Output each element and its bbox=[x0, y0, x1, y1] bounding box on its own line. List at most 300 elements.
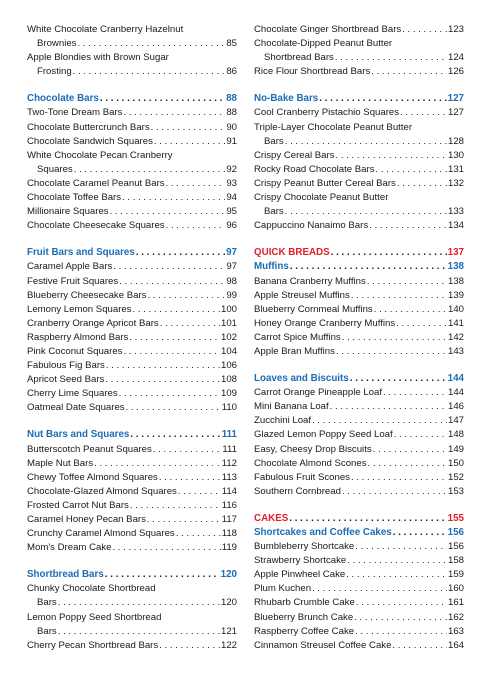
toc-entry-title: Chocolate-Glazed Almond Squares bbox=[27, 485, 177, 497]
toc-entry-line bbox=[254, 275, 464, 289]
toc-entry-title: Apple Pinwheel Cake bbox=[254, 569, 346, 581]
toc-entry-title: Honey Orange Cranberry Muffins bbox=[254, 317, 396, 329]
toc-entry-title: Chocolate-Dipped Peanut Butter bbox=[254, 38, 393, 50]
dot-leader bbox=[285, 205, 447, 219]
toc-entry-page: 150 bbox=[447, 457, 464, 469]
toc-entry-page: 133 bbox=[447, 206, 464, 218]
section-heading bbox=[254, 526, 464, 540]
toc-entry-line bbox=[27, 177, 237, 191]
toc-entry-line bbox=[27, 527, 237, 541]
dot-leader bbox=[159, 639, 220, 653]
toc-entry-title: Apple Bran Muffins bbox=[254, 345, 335, 357]
toc-entry-title: Carrot Orange Pineapple Loaf bbox=[254, 387, 382, 399]
toc-entry-title: Raspberry Coffee Cake bbox=[254, 625, 355, 637]
toc-entry-title: Cappuccino Nanaimo Bars bbox=[254, 220, 369, 232]
toc-entry-line bbox=[27, 373, 237, 387]
dot-leader bbox=[355, 540, 447, 554]
dot-leader bbox=[77, 37, 225, 51]
toc-entry-page: 101 bbox=[220, 317, 237, 329]
toc-entry-page: 158 bbox=[447, 555, 464, 567]
toc-right-column bbox=[254, 23, 464, 653]
toc-entry-line bbox=[254, 471, 464, 485]
toc-entry-page: 132 bbox=[447, 177, 464, 189]
toc-entry-title: Easy, Cheesy Drop Biscuits bbox=[254, 443, 372, 455]
section-heading-title: No-Bake Bars bbox=[254, 93, 319, 105]
toc-entry-title: Crispy Cereal Bars bbox=[254, 149, 335, 161]
toc-entry-title: Carrot Spice Muffins bbox=[254, 331, 341, 343]
toc-entry-title: Blueberry Cheesecake Bars bbox=[27, 289, 147, 301]
toc-entry-page: 148 bbox=[447, 429, 464, 441]
toc-entry-page: 134 bbox=[447, 220, 464, 232]
dot-leader bbox=[367, 275, 447, 289]
toc-entry-title: Rocky Road Chocolate Bars bbox=[254, 163, 375, 175]
toc-entry-line bbox=[27, 401, 237, 415]
toc-entry-title: Blueberry Cornmeal Muffins bbox=[254, 303, 373, 315]
dot-leader bbox=[166, 219, 226, 233]
dot-leader bbox=[396, 317, 447, 331]
dot-leader bbox=[342, 331, 447, 345]
toc-entry-line bbox=[27, 331, 237, 345]
toc-entry-page: 122 bbox=[220, 639, 237, 651]
dot-leader bbox=[153, 443, 222, 457]
toc-entry-page: 159 bbox=[447, 569, 464, 581]
toc-entry-title: White Chocolate Pecan Cranberry bbox=[27, 149, 173, 161]
toc-entry-page: 161 bbox=[447, 597, 464, 609]
toc-entry-line bbox=[254, 485, 464, 499]
dot-leader bbox=[350, 372, 447, 386]
toc-entry-page: 147 bbox=[447, 415, 464, 427]
toc-entry-line bbox=[254, 540, 464, 554]
toc-entry-page: 138 bbox=[447, 275, 464, 287]
toc-entry-title: Cherry Pecan Shortbread Bars bbox=[27, 639, 159, 651]
dot-leader bbox=[400, 106, 447, 120]
toc-entry-line bbox=[27, 317, 237, 331]
dot-leader bbox=[123, 106, 225, 120]
toc-entry-line bbox=[27, 219, 237, 233]
toc-entry-title: Chocolate Buttercrunch Bars bbox=[27, 121, 150, 133]
dot-leader bbox=[151, 121, 226, 135]
dot-leader bbox=[106, 359, 220, 373]
dot-leader bbox=[331, 246, 447, 260]
section-heading-page: 127 bbox=[447, 93, 464, 105]
section-heading bbox=[254, 92, 464, 106]
toc-entry-title: Rice Flour Shortbread Bars bbox=[254, 66, 371, 78]
toc-entry-line bbox=[254, 37, 464, 51]
toc-entry-line bbox=[27, 345, 237, 359]
section-heading bbox=[27, 92, 237, 106]
toc-entry-title: Triple-Layer Chocolate Peanut Butter bbox=[254, 121, 413, 133]
toc-entry-page: 104 bbox=[220, 345, 237, 357]
toc-entry-line bbox=[254, 582, 464, 596]
toc-entry-line bbox=[27, 275, 237, 289]
toc-entry-page: 121 bbox=[220, 625, 237, 637]
toc-entry-line bbox=[27, 359, 237, 373]
toc-entry-line bbox=[27, 443, 237, 457]
toc-entry-line bbox=[27, 205, 237, 219]
toc-entry-title: Apple Blondies with Brown Sugar bbox=[27, 52, 169, 64]
toc-entry-title: Maple Nut Bars bbox=[27, 457, 94, 469]
toc-entry-title: Frosting bbox=[37, 66, 72, 78]
dot-leader bbox=[130, 499, 221, 513]
toc-entry-title: Bars bbox=[37, 625, 57, 637]
toc-entry-line bbox=[27, 51, 237, 65]
toc-entry-line bbox=[27, 499, 237, 513]
toc-entry-page: 114 bbox=[221, 485, 237, 497]
toc-entry-line bbox=[27, 541, 237, 555]
toc-entry-title: Chocolate Cheesecake Squares bbox=[27, 220, 165, 232]
toc-entry-page: 95 bbox=[226, 206, 237, 218]
toc-entry-title: Bars bbox=[37, 597, 57, 609]
toc-entry-line bbox=[254, 625, 464, 639]
toc-entry-line bbox=[254, 205, 464, 219]
dot-leader bbox=[312, 414, 447, 428]
toc-entry-line bbox=[27, 289, 237, 303]
dot-leader bbox=[130, 428, 220, 442]
dot-leader bbox=[285, 135, 447, 149]
toc-entry-title: Chocolate Caramel Peanut Bars bbox=[27, 177, 165, 189]
toc-entry-title: Blueberry Brunch Cake bbox=[254, 611, 354, 623]
dot-leader bbox=[58, 625, 220, 639]
toc-entry-line bbox=[254, 106, 464, 120]
toc-entry-title: Raspberry Almond Bars bbox=[27, 331, 129, 343]
dot-leader bbox=[136, 246, 225, 260]
toc-entry-page: 131 bbox=[447, 163, 464, 175]
toc-entry-line bbox=[254, 177, 464, 191]
toc-entry-title: Southern Cornbread bbox=[254, 485, 341, 497]
dot-leader bbox=[355, 625, 447, 639]
toc-entry-line bbox=[254, 611, 464, 625]
toc-entry-page: 123 bbox=[447, 24, 464, 35]
toc-entry-line bbox=[27, 625, 237, 639]
toc-entry-page: 85 bbox=[226, 38, 237, 50]
toc-entry-page: 117 bbox=[221, 514, 237, 525]
section-heading-title: Shortbread Bars bbox=[27, 569, 104, 581]
toc-entry-title: Chocolate Sandwich Squares bbox=[27, 135, 153, 147]
dot-leader bbox=[376, 163, 447, 177]
toc-entry-page: 162 bbox=[447, 611, 464, 623]
toc-entry-line bbox=[27, 37, 237, 51]
dot-leader bbox=[105, 373, 220, 387]
toc-entry-title: White Chocolate Cranberry Hazelnut bbox=[27, 24, 184, 35]
toc-entry-line bbox=[254, 568, 464, 582]
dot-leader bbox=[374, 303, 447, 317]
toc-entry-title: Lemon Poppy Seed Shortbread bbox=[27, 611, 162, 623]
toc-entry-page: 160 bbox=[447, 583, 464, 595]
toc-entry-page: 126 bbox=[447, 66, 464, 78]
dot-leader bbox=[393, 526, 447, 540]
dot-leader bbox=[369, 219, 447, 233]
toc-entry-title: Bars bbox=[264, 135, 284, 147]
toc-entry-title: Millionaire Squares bbox=[27, 206, 109, 218]
toc-entry-page: 94 bbox=[226, 192, 237, 204]
dot-leader bbox=[119, 275, 225, 289]
toc-entry-page: 128 bbox=[447, 135, 464, 147]
toc-entry-page: 127 bbox=[447, 107, 464, 119]
section-heading-page: 111 bbox=[221, 429, 237, 441]
toc-entry-line bbox=[27, 582, 237, 596]
toc-entry-page: 152 bbox=[447, 471, 464, 483]
toc-entry-line bbox=[254, 135, 464, 149]
toc-entry-line bbox=[27, 149, 237, 163]
toc-entry-page: 156 bbox=[447, 541, 464, 553]
dot-leader bbox=[126, 401, 221, 415]
toc-entry-page: 93 bbox=[226, 177, 237, 189]
toc-entry-page: 99 bbox=[226, 289, 237, 301]
dot-leader bbox=[351, 471, 447, 485]
section-heading-title: Shortcakes and Coffee Cakes bbox=[254, 527, 392, 538]
toc-entry-line bbox=[254, 554, 464, 568]
section-heading-page: 97 bbox=[226, 247, 237, 259]
dot-leader bbox=[330, 400, 447, 414]
toc-entry-page: 113 bbox=[221, 471, 237, 483]
dot-leader bbox=[373, 443, 447, 457]
toc-entry-title: Crispy Chocolate Peanut Butter bbox=[254, 192, 389, 204]
toc-entry-title: Zucchini Loaf bbox=[254, 415, 312, 427]
toc-entry-title: Plum Kuchen bbox=[254, 583, 312, 595]
toc-entry-title: Fabulous Fig Bars bbox=[27, 360, 105, 372]
dot-leader bbox=[129, 331, 220, 345]
section-heading-title: Chocolate Bars bbox=[27, 93, 99, 105]
toc-entry-line bbox=[254, 443, 464, 457]
dot-leader bbox=[371, 65, 447, 79]
toc-entry-line bbox=[254, 163, 464, 177]
toc-entry-page: 146 bbox=[447, 401, 464, 413]
toc-entry-title: Crunchy Caramel Almond Squares bbox=[27, 528, 175, 540]
toc-entry-line bbox=[254, 331, 464, 345]
toc-entry-title: Mom's Dream Cake bbox=[27, 542, 112, 554]
dot-leader bbox=[160, 317, 220, 331]
toc-entry-page: 164 bbox=[447, 639, 464, 651]
dot-leader bbox=[100, 92, 225, 106]
dot-leader bbox=[394, 428, 447, 442]
section-heading bbox=[27, 428, 237, 442]
toc-entry-line bbox=[27, 471, 237, 485]
toc-entry-line bbox=[254, 65, 464, 79]
toc-entry-title: Strawberry Shortcake bbox=[254, 555, 347, 567]
toc-entry-page: 109 bbox=[220, 388, 237, 400]
dot-leader bbox=[383, 386, 447, 400]
toc-entry-title: Rhubarb Crumble Cake bbox=[254, 597, 355, 609]
toc-entry-line bbox=[27, 65, 237, 79]
toc-entry-page: 108 bbox=[220, 374, 237, 386]
section-heading-page: 138 bbox=[447, 261, 464, 273]
toc-entry-page: 144 bbox=[447, 387, 464, 399]
dot-leader bbox=[336, 149, 447, 163]
dot-leader bbox=[354, 611, 447, 625]
dot-leader bbox=[112, 541, 220, 555]
toc-entry-line bbox=[27, 135, 237, 149]
section-heading bbox=[254, 260, 464, 274]
dot-leader bbox=[159, 471, 221, 485]
toc-entry-title: Two-Tone Dream Bars bbox=[27, 107, 123, 119]
toc-entry-line bbox=[254, 596, 464, 610]
toc-entry-line bbox=[27, 639, 237, 653]
toc-entry-page: 110 bbox=[221, 402, 237, 414]
dot-leader bbox=[392, 639, 447, 653]
toc-entry-title: Lemony Lemon Squares bbox=[27, 303, 132, 315]
section-heading-page: 144 bbox=[447, 373, 464, 385]
dot-leader bbox=[74, 163, 226, 177]
toc-entry-title: Cranberry Orange Apricot Bars bbox=[27, 317, 159, 329]
toc-entry-page: 102 bbox=[220, 331, 237, 343]
chapter-heading-page: 155 bbox=[447, 512, 464, 524]
toc-entry-line bbox=[27, 513, 237, 527]
toc-entry-page: 96 bbox=[226, 220, 237, 232]
toc-entry-page: 86 bbox=[226, 66, 237, 78]
chapter-heading-page: 137 bbox=[447, 247, 464, 259]
section-heading-title: Loaves and Biscuits bbox=[254, 373, 349, 385]
dot-leader bbox=[166, 177, 226, 191]
dot-leader bbox=[347, 554, 447, 568]
toc-entry-title: Glazed Lemon Poppy Seed Loaf bbox=[254, 429, 393, 441]
toc-entry-page: 88 bbox=[226, 107, 237, 119]
toc-entry-title: Bumbleberry Shortcake bbox=[254, 541, 355, 553]
toc-entry-title: Cinnamon Streusel Coffee Cake bbox=[254, 639, 392, 651]
toc-entry-line bbox=[27, 387, 237, 401]
toc-entry-line bbox=[27, 596, 237, 610]
toc-entry-title: Chocolate Toffee Bars bbox=[27, 192, 122, 204]
toc-entry-page: 98 bbox=[226, 275, 237, 287]
toc-entry-title: Chewy Toffee Almond Squares bbox=[27, 471, 158, 483]
toc-entry-title: Brownies bbox=[37, 38, 77, 50]
toc-entry-title: Shortbread Bars bbox=[264, 52, 334, 64]
toc-entry-line bbox=[27, 106, 237, 120]
toc-entry-line bbox=[254, 345, 464, 359]
toc-entry-title: Apple Streusel Muffins bbox=[254, 289, 350, 301]
dot-leader bbox=[351, 289, 447, 303]
dot-leader bbox=[290, 260, 447, 274]
toc-entry-title: Cool Cranberry Pistachio Squares bbox=[254, 107, 400, 119]
toc-entry-page: 111 bbox=[222, 443, 237, 455]
toc-entry-line bbox=[27, 23, 237, 37]
dot-leader bbox=[147, 289, 225, 303]
dot-leader bbox=[133, 303, 220, 317]
toc-entry-title: Caramel Apple Bars bbox=[27, 261, 113, 273]
toc-entry-line bbox=[254, 457, 464, 471]
toc-entry-page: 139 bbox=[447, 289, 464, 301]
dot-leader bbox=[336, 345, 447, 359]
dot-leader bbox=[178, 485, 221, 499]
toc-entry-line bbox=[254, 317, 464, 331]
toc-entry-line bbox=[27, 121, 237, 135]
toc-entry-page: 130 bbox=[447, 149, 464, 161]
toc-entry-page: 100 bbox=[220, 303, 237, 315]
dot-leader bbox=[319, 92, 446, 106]
toc-entry-page: 149 bbox=[447, 443, 464, 455]
toc-entry-title: Fabulous Fruit Scones bbox=[254, 471, 350, 483]
dot-leader bbox=[335, 51, 447, 65]
toc-entry-line bbox=[27, 485, 237, 499]
dot-leader bbox=[122, 191, 225, 205]
section-heading-page: 88 bbox=[226, 93, 237, 105]
dot-leader bbox=[397, 177, 447, 191]
toc-entry-page: 116 bbox=[221, 499, 237, 511]
toc-entry-title: Bars bbox=[264, 206, 284, 218]
chapter-heading-title: CAKES bbox=[254, 512, 289, 524]
toc-entry-line bbox=[254, 414, 464, 428]
toc-entry-line bbox=[254, 639, 464, 653]
toc-entry-line bbox=[27, 303, 237, 317]
section-heading bbox=[27, 568, 237, 582]
toc-entry-title: Cherry Lime Squares bbox=[27, 388, 118, 400]
toc-entry-page: 90 bbox=[226, 121, 237, 133]
dot-leader bbox=[346, 568, 447, 582]
toc-entry-line bbox=[254, 428, 464, 442]
toc-entry-page: 124 bbox=[447, 52, 464, 64]
toc-entry-line bbox=[254, 303, 464, 317]
toc-entry-title: Apricot Seed Bars bbox=[27, 374, 105, 386]
toc-entry-line bbox=[27, 191, 237, 205]
toc-entry-line bbox=[254, 386, 464, 400]
toc-entry-line bbox=[27, 457, 237, 471]
toc-entry-line bbox=[27, 260, 237, 274]
toc-entry-line bbox=[254, 400, 464, 414]
toc-entry-line bbox=[27, 611, 237, 625]
toc-entry-line bbox=[254, 149, 464, 163]
dot-leader bbox=[356, 596, 447, 610]
toc-entry-page: 118 bbox=[221, 528, 237, 540]
toc-entry-title: Caramel Honey Pecan Bars bbox=[27, 514, 146, 525]
chapter-heading-title: QUICK BREADS bbox=[254, 247, 330, 259]
dot-leader bbox=[119, 387, 220, 401]
toc-entry-line bbox=[27, 163, 237, 177]
toc-entry-page: 141 bbox=[447, 317, 464, 329]
dot-leader bbox=[113, 260, 225, 274]
dot-leader bbox=[58, 596, 220, 610]
toc-entry-page: 92 bbox=[226, 163, 237, 175]
toc-entry-title: Festive Fruit Squares bbox=[27, 275, 119, 287]
toc-entry-line bbox=[254, 51, 464, 65]
toc-entry-title: Chunky Chocolate Shortbread bbox=[27, 583, 156, 595]
toc-entry-page: 120 bbox=[220, 597, 237, 609]
toc-entry-page: 97 bbox=[226, 261, 237, 273]
toc-entry-page: 153 bbox=[447, 485, 464, 497]
toc-entry-page: 119 bbox=[221, 542, 237, 554]
toc-entry-title: Frosted Carrot Nut Bars bbox=[27, 499, 129, 511]
dot-leader bbox=[154, 135, 225, 149]
dot-leader bbox=[289, 512, 446, 526]
toc-entry-line bbox=[254, 191, 464, 205]
dot-leader bbox=[73, 65, 226, 79]
toc-entry-line bbox=[254, 219, 464, 233]
toc-entry-page: 91 bbox=[226, 135, 237, 147]
toc-entry-line bbox=[254, 121, 464, 135]
section-heading bbox=[27, 246, 237, 260]
dot-leader bbox=[105, 568, 220, 582]
toc-entry-page: 142 bbox=[447, 331, 464, 343]
dot-leader bbox=[94, 457, 221, 471]
dot-leader bbox=[368, 457, 447, 471]
chapter-heading bbox=[254, 512, 464, 526]
section-heading bbox=[254, 372, 464, 386]
toc-entry-title: Banana Cranberry Muffins bbox=[254, 275, 366, 287]
toc-entry-page: 140 bbox=[447, 303, 464, 315]
section-heading-page: 120 bbox=[220, 569, 237, 581]
toc-entry-title: Pink Coconut Squares bbox=[27, 345, 123, 357]
dot-leader bbox=[342, 485, 447, 499]
toc-entry-line bbox=[254, 289, 464, 303]
toc-entry-page: 106 bbox=[220, 360, 237, 372]
dot-leader bbox=[312, 582, 447, 596]
toc-entry-page: 143 bbox=[447, 345, 464, 357]
toc-entry-page: 112 bbox=[221, 457, 237, 469]
dot-leader bbox=[110, 205, 226, 219]
chapter-heading bbox=[254, 246, 464, 260]
section-heading-title: Nut Bars and Squares bbox=[27, 429, 130, 441]
section-heading-page: 156 bbox=[447, 527, 464, 538]
toc-entry-title: Squares bbox=[37, 163, 73, 175]
toc-entry-title: Butterscotch Peanut Squares bbox=[27, 443, 152, 455]
